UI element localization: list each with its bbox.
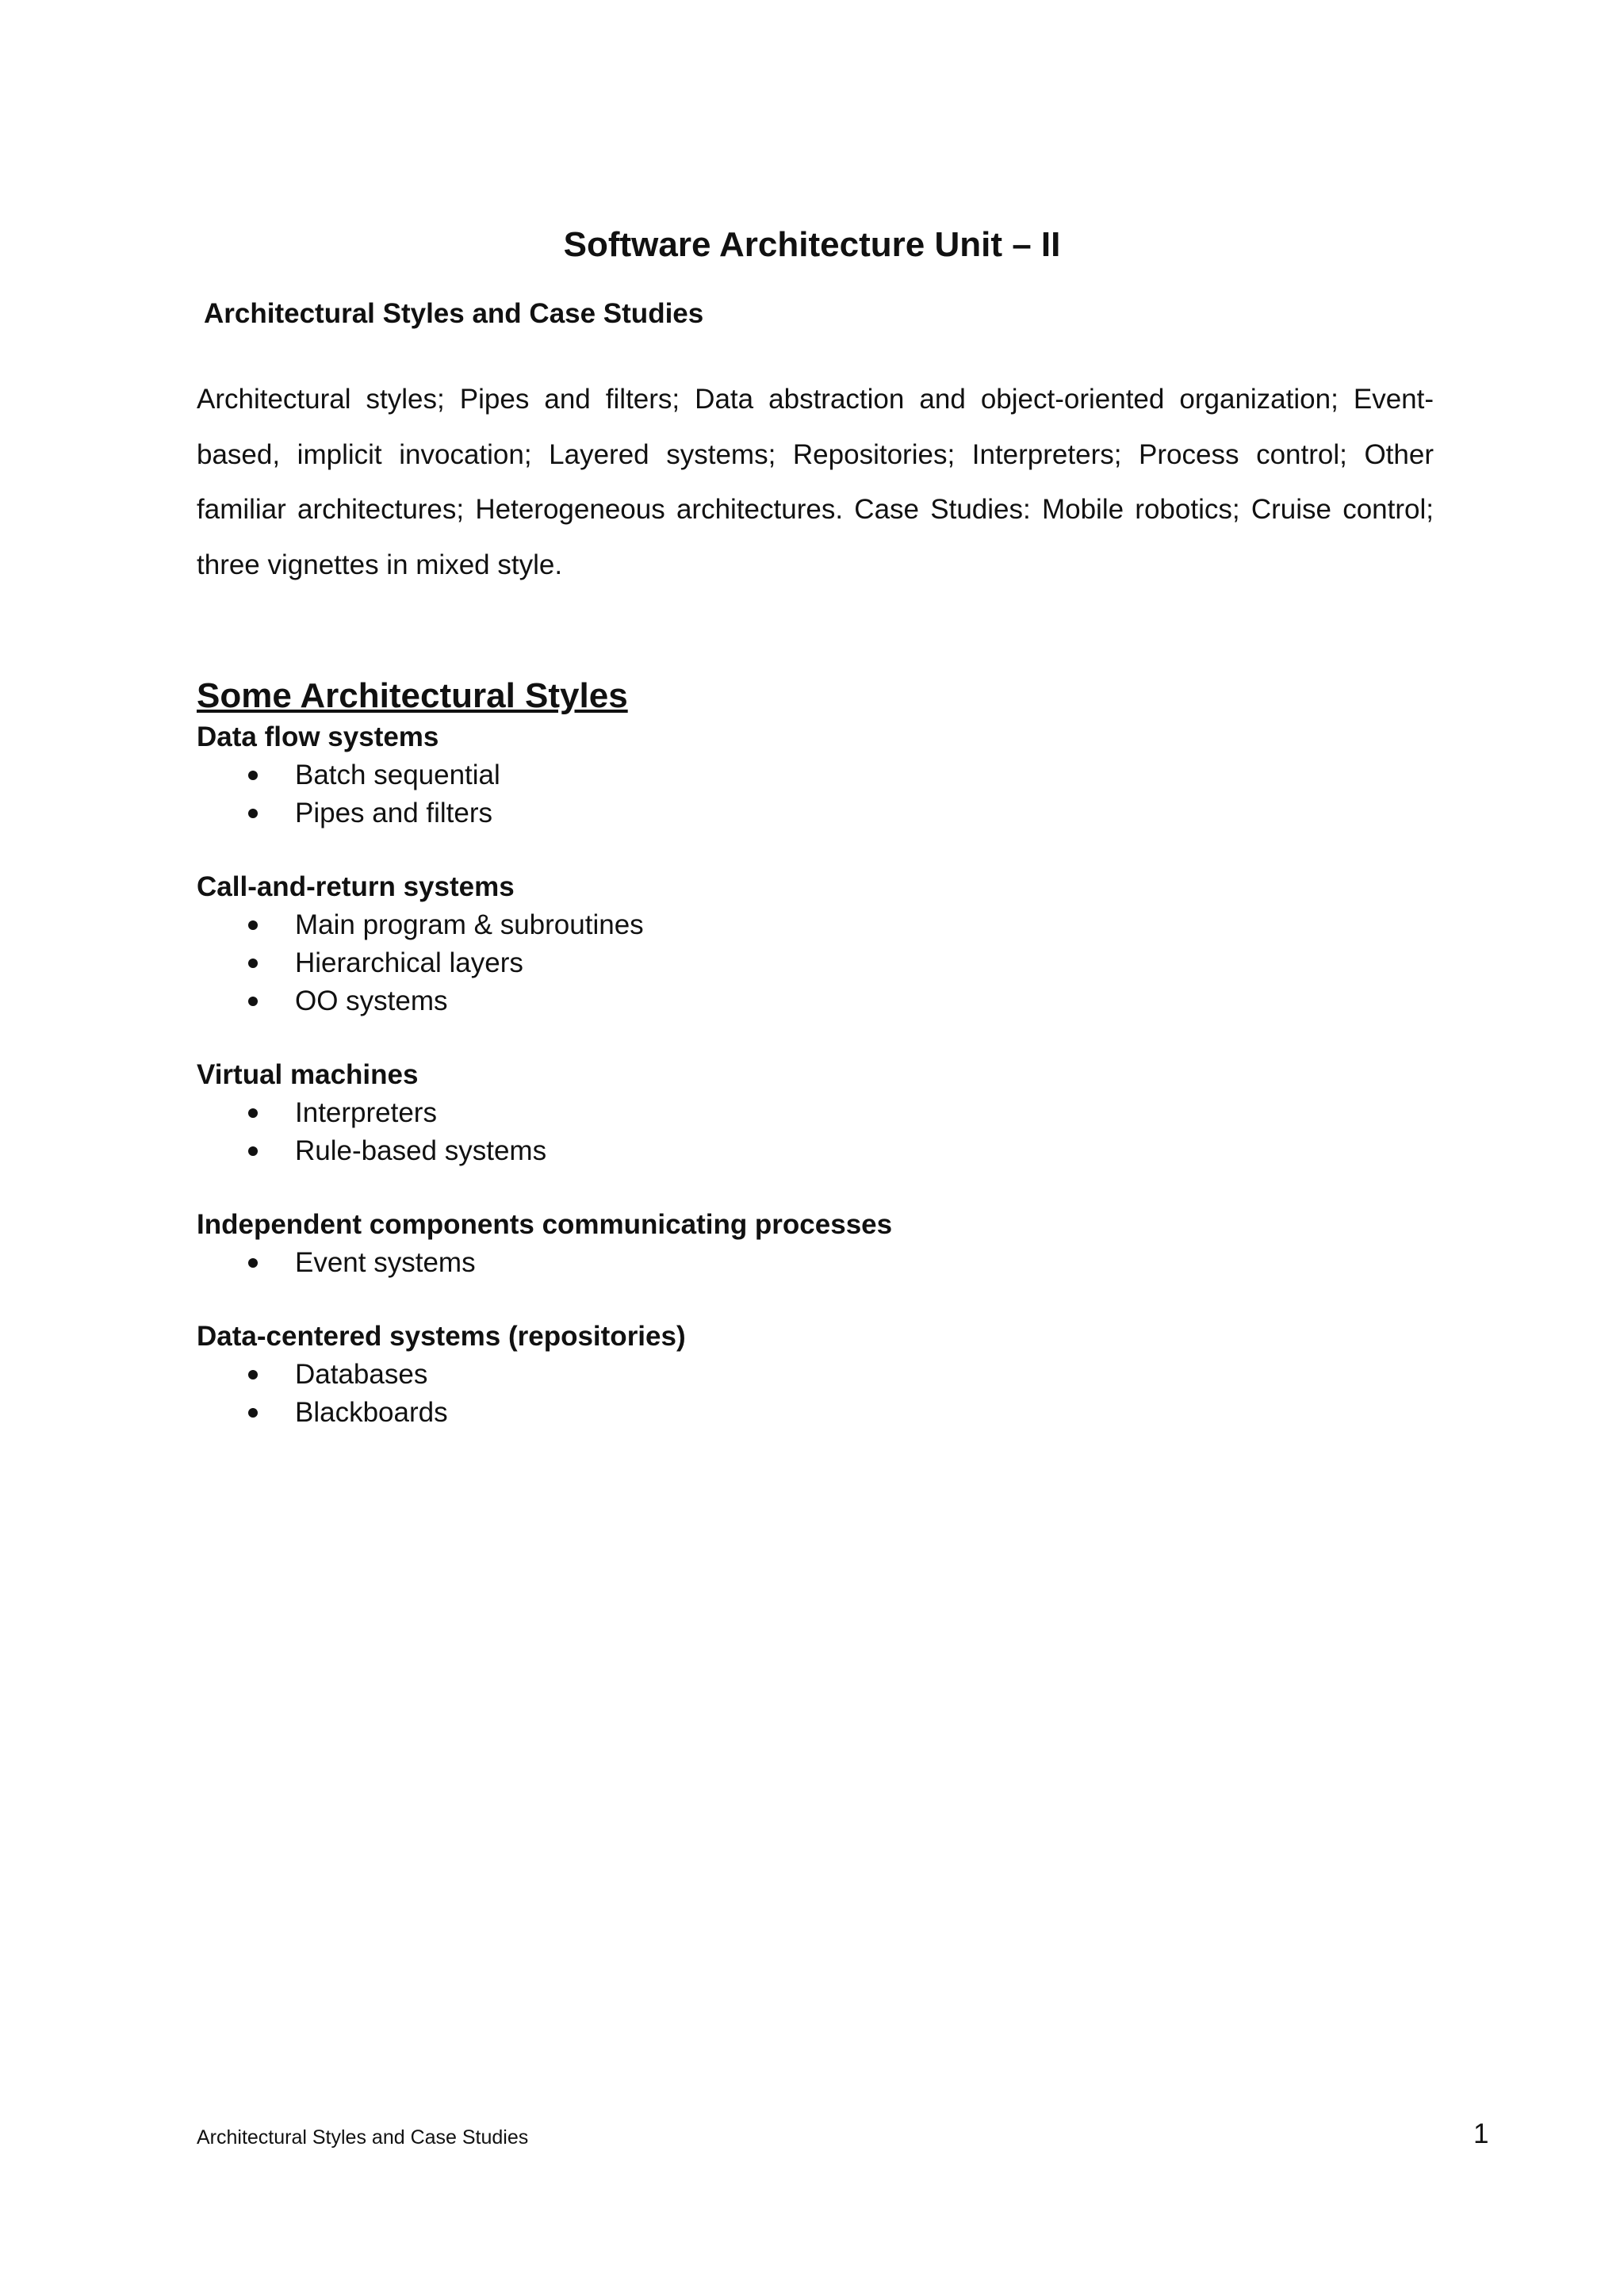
category-title: Call-and-return systems [197,871,515,902]
category-independent-components [197,1206,1434,1282]
bullet-icon [248,1408,258,1418]
section-heading: Some Architectural Styles [197,676,628,715]
category-list [197,1356,1434,1432]
bullet-icon [248,1108,258,1118]
bullet-icon [248,997,258,1006]
list-item [197,944,1434,982]
list-item [197,982,1434,1020]
category-call-and-return [197,868,1434,1020]
list-item-text: Batch sequential [295,760,500,790]
list-item-text: Databases [295,1359,428,1390]
list-item [197,1244,1434,1282]
list-item [197,1094,1434,1132]
bullet-icon [248,959,258,968]
list-item [197,756,1434,794]
category-title: Data-centered systems (repositories) [197,1321,686,1352]
category-title: Data flow systems [197,721,439,752]
list-item-text: Rule-based systems [295,1135,547,1166]
bullet-icon [248,920,258,930]
bullet-icon [248,1258,258,1268]
list-item-text: Interpreters [295,1097,437,1128]
category-data-flow [197,718,1434,832]
category-data-centered [197,1318,1434,1432]
page-number: 1 [1473,2118,1489,2149]
bullet-icon [248,1146,258,1156]
bullet-icon [248,809,258,818]
list-item [197,1356,1434,1394]
list-item [197,794,1434,832]
category-list [197,906,1434,1020]
list-item-text: Main program & subroutines [295,909,644,940]
list-item [197,906,1434,944]
footer-text: Architectural Styles and Case Studies [197,2126,529,2149]
category-list [197,1244,1434,1282]
category-title: Independent components communicating processes [197,1209,893,1240]
list-item-text: Hierarchical layers [295,947,523,978]
list-item-text: Blackboards [295,1397,448,1428]
category-title: Virtual machines [197,1059,419,1090]
category-list [197,1094,1434,1170]
bullet-icon [248,1370,258,1380]
style-categories [197,718,1434,1468]
bullet-icon [248,771,258,780]
category-virtual-machines [197,1056,1434,1170]
category-list [197,756,1434,832]
page-title: Software Architecture Unit – II [563,225,1061,265]
list-item-text: OO systems [295,985,448,1016]
list-item-text: Pipes and filters [295,798,493,828]
list-item-text: Event systems [295,1247,476,1278]
syllabus-paragraph: Architectural styles; Pipes and filters; Data abstraction and object-oriented organization; Event-based, implicit invocation; Layered systems; Repositories; Interpreters; Process control; Other familiar architectures; Heterogeneous architectures. Case Studies: Mobile robotics; Cruise control; three vignettes in mixed style. [197,384,1434,580]
list-item [197,1394,1434,1432]
unit-subtitle: Architectural Styles and Case Studies [204,298,704,329]
list-item [197,1132,1434,1170]
